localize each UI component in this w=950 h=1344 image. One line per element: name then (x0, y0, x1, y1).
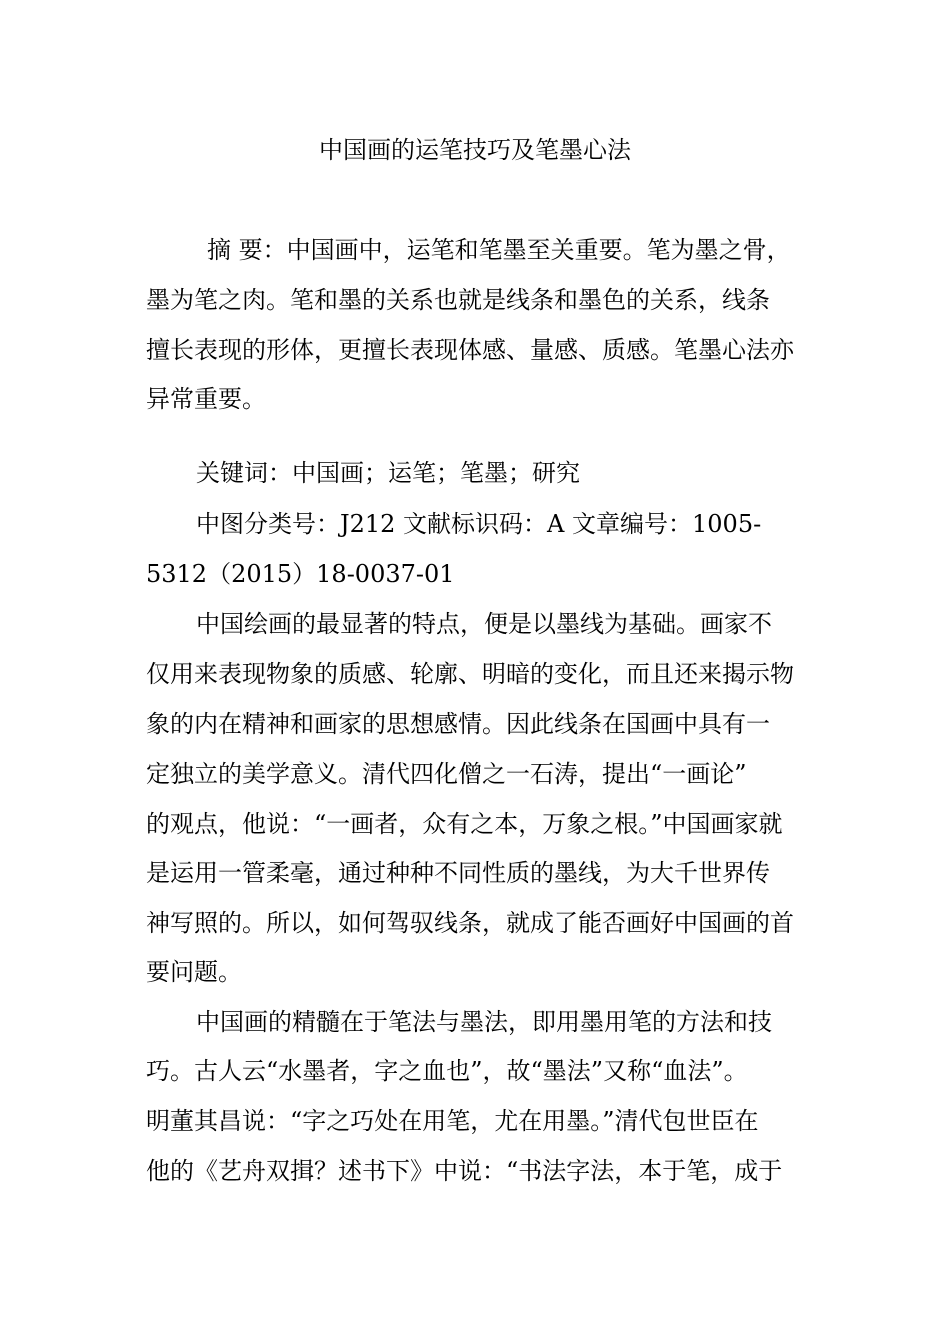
document-title: 中国画的运笔技巧及笔墨心法 (319, 136, 631, 164)
paragraph-line: 巧。古人云“水墨者，字之血也”，故“墨法”又称“血法”。 (146, 1057, 748, 1085)
paragraph-line: 神写照的。所以，如何驾驭线条，就成了能否画好中国画的首 (146, 909, 794, 937)
paragraph-line: 定独立的美学意义。清代四化僧之一石涛，提出“一画论” (146, 760, 747, 788)
paragraph-line: 要问题。 (146, 958, 242, 986)
classification-line: 中图分类号：J212 文献标识码：A 文章编号：1005- (196, 510, 762, 538)
paragraph-line: 他的《艺舟双揖？述书下》中说：“书法字法，本于笔，成于 (146, 1157, 783, 1185)
abstract-line: 异常重要。 (146, 385, 266, 413)
paragraph-line: 中国绘画的最显著的特点，便是以墨线为基础。画家不 (196, 610, 772, 638)
abstract-line: 擅长表现的形体，更擅长表现体感、量感、质感。笔墨心法亦 (146, 336, 794, 364)
classification-line: 5312（2015）18-0037-01 (146, 560, 455, 588)
paragraph-line: 是运用一管柔毫，通过种种不同性质的墨线，为大千世界传 (146, 859, 770, 887)
paragraph-line: 象的内在精神和画家的思想感情。因此线条在国画中具有一 (146, 710, 770, 738)
paragraph-line: 中国画的精髓在于笔法与墨法，即用墨用笔的方法和技 (196, 1008, 772, 1036)
paragraph-line: 的观点，他说：“一画者，众有之本，万象之根。”中国画家就 (146, 810, 783, 838)
paragraph-line: 仅用来表现物象的质感、轮廓、明暗的变化，而且还来揭示物 (146, 660, 794, 688)
keywords-line: 关键词：中国画；运笔；笔墨；研究 (196, 459, 580, 487)
paragraph-line: 明董其昌说：“字之巧处在用笔，尤在用墨。”清代包世臣在 (146, 1107, 759, 1135)
abstract-line: 摘 要：中国画中，运笔和笔墨至关重要。笔为墨之骨， (207, 236, 791, 264)
abstract-line: 墨为笔之肉。笔和墨的关系也就是线条和墨色的关系，线条 (146, 286, 770, 314)
